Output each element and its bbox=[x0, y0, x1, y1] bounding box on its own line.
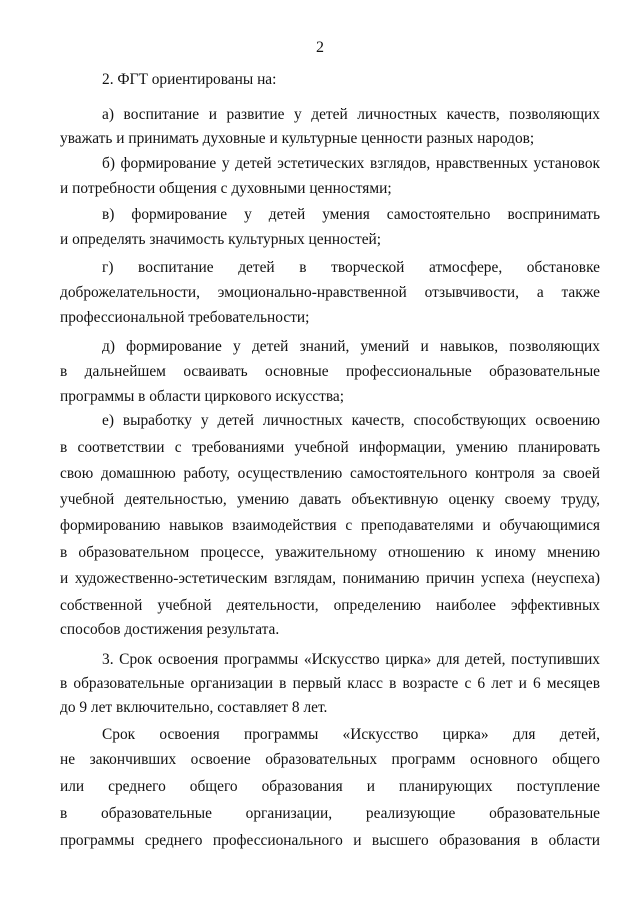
item-e-line-1: е) выработку у детей личностных качеств, способствующих освоению bbox=[102, 412, 600, 429]
item-g-line-3: профессиональной требовательности; bbox=[60, 309, 310, 326]
item-v-line-2: и определять значимость культурных ценностей; bbox=[60, 231, 382, 248]
item-b-line-2: и потребности общения с духовными ценностями; bbox=[60, 180, 392, 197]
item-v-line-1: в) формирование у детей умения самостоятельно воспринимать bbox=[102, 206, 600, 223]
item-g-line-2: доброжелательности, эмоционально-нравственной отзывчивости, а также bbox=[60, 284, 600, 301]
item-e-line-9: способов достижения результата. bbox=[60, 621, 280, 638]
item-a-line-1: а) воспитание и развитие у детей личностных качеств, позволяющих bbox=[102, 106, 600, 123]
paragraph-4-line-3: или среднего общего образования и планирующих поступление bbox=[60, 778, 600, 795]
item-g-line-1: г) воспитание детей в творческой атмосфере, обстановке bbox=[102, 259, 600, 276]
item-e-line-2: в соответствии с требованиями учебной информации, умению планировать bbox=[60, 439, 600, 456]
paragraph-4-line-2: не закончивших освоение образовательных программ основного общего bbox=[60, 751, 600, 768]
item-b-line-1: б) формирование у детей эстетических взглядов, нравственных установок bbox=[102, 155, 600, 172]
paragraph-3-line-2: в образовательные организации в первый класс в возрасте с 6 лет и 6 месяцев bbox=[60, 675, 600, 692]
item-e-line-8: собственной учебной деятельности, определению наиболее эффективных bbox=[60, 597, 600, 614]
item-e-line-7: и художественно-эстетическим взглядам, пониманию причин успеха (неуспеха) bbox=[60, 570, 600, 587]
paragraph-4-line-5: программы среднего профессионального и высшего образования в области bbox=[60, 832, 600, 849]
item-e-line-6: в образовательном процессе, уважительному отношению к иному мнению bbox=[60, 544, 600, 561]
item-e-line-4: учебной деятельностью, умению давать объективную оценку своему труду, bbox=[60, 491, 600, 508]
paragraph-3-line-3: до 9 лет включительно, составляет 8 лет. bbox=[60, 699, 328, 716]
paragraph-4-line-1: Срок освоения программы «Искусство цирка» для детей, bbox=[102, 726, 600, 743]
item-e-line-5: формированию навыков взаимодействия с преподавателями и обучающимися bbox=[60, 517, 600, 534]
item-d-line-3: программы в области циркового искусства; bbox=[60, 388, 345, 405]
paragraph-4-line-4: в образовательные организации, реализующие образовательные bbox=[60, 805, 600, 822]
paragraph-3-line-1: 3. Срок освоения программы «Искусство цирка» для детей, поступивших bbox=[102, 651, 600, 668]
item-a-line-2: уважать и принимать духовные и культурные ценности разных народов; bbox=[60, 130, 535, 147]
item-d-line-2: в дальнейшем осваивать основные профессиональные образовательные bbox=[60, 363, 600, 380]
item-e-line-3: свою домашнюю работу, осуществлению самостоятельного контроля за своей bbox=[60, 465, 600, 482]
item-d-line-1: д) формирование у детей знаний, умений и навыков, позволяющих bbox=[102, 338, 600, 355]
paragraph-2-heading: 2. ФГТ ориентированы на: bbox=[102, 71, 277, 88]
page-number: 2 bbox=[316, 39, 324, 56]
